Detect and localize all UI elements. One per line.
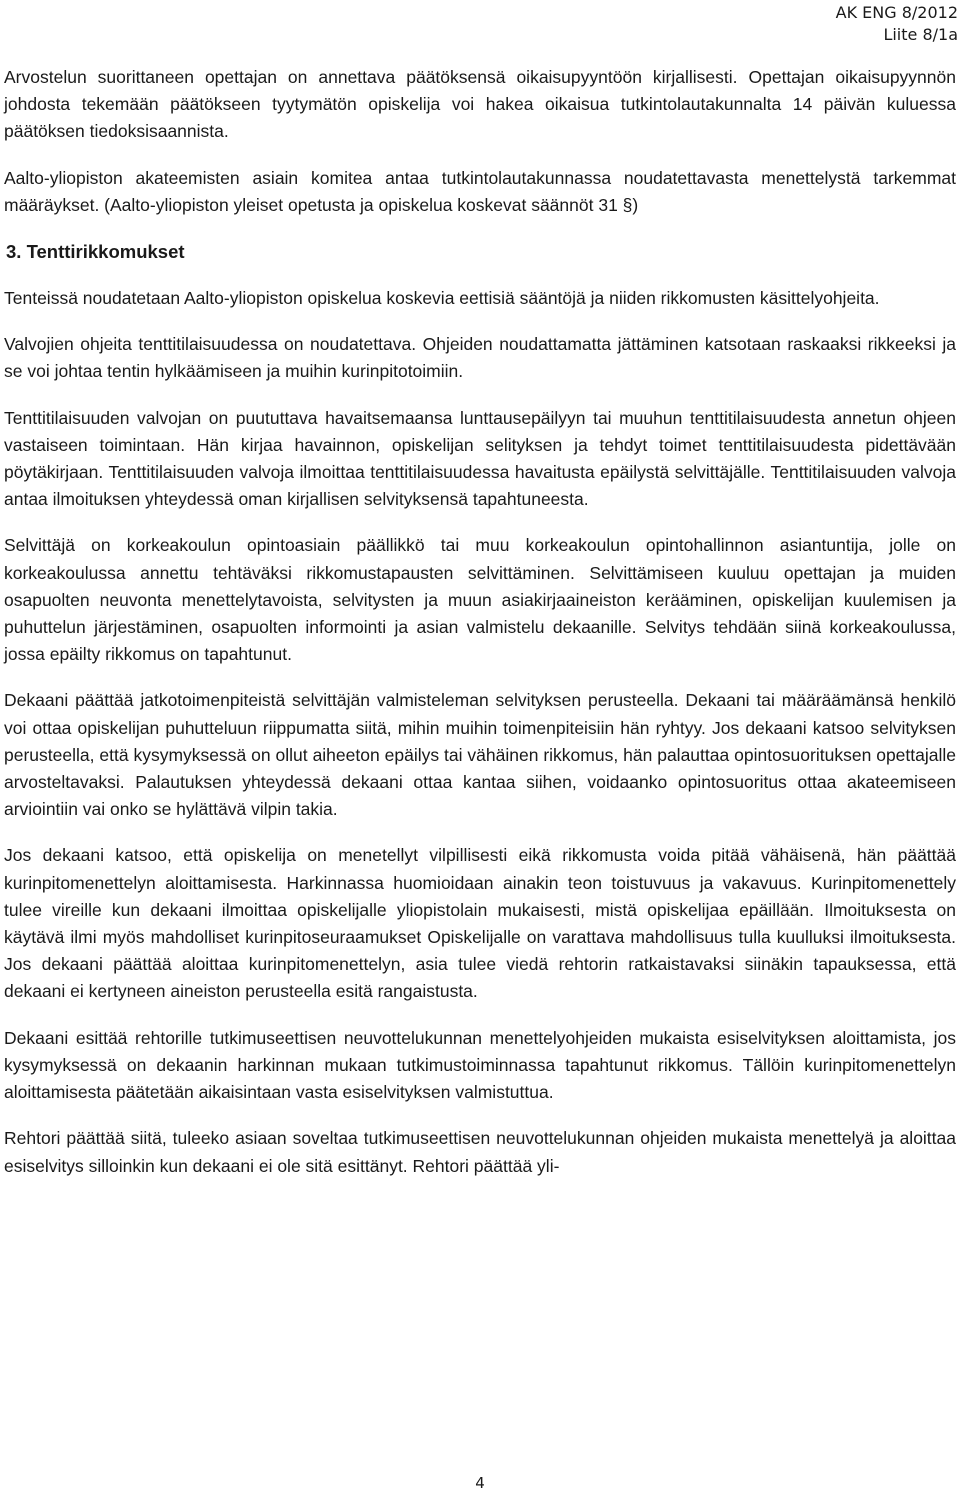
paragraph: Rehtori päättää siitä, tuleeko asiaan soveltaa tutkimuseettisen neuvottelukunnan ohjeiden mukaista menettelyä ja aloittaa esiselvitys silloinkin kun dekaani ei ole sitä esittänyt. Rehtori päättää yli- <box>4 1128 956 1176</box>
document-header <box>836 2 958 46</box>
paragraph: Dekaani esittää rehtorille tutkimuseettisen neuvottelukunnan menettelyohjeiden mukaista esiselvityksen aloittamista, jos kysymyksessä on dekaanin harkinnan mukaan tutkimustoiminnassa tapahtunut rikkomus. Tällöin kurinpitomenettelyn aloittamisesta päätetään aikaisintaan vasta esiselvityksen valmistuttua. <box>4 1027 956 1103</box>
paragraph: Selvittäjä on korkeakoulun opintoasiain päällikkö tai muu korkeakoulun opintohallinnon asiantuntija, jolle on korkeakoulussa annettu tehtäväksi rikkomustapausten selvittäminen. Selvittämiseen kuuluu opettajan ja muiden osapuolten neuvonta menettelytavoista, selvitysten ja muun asiakirjaaineiston kerääminen, opiskelijan kuulemisen ja puhuttelun järjestäminen, osapuolten informointi ja asian valmistelu dekaanille. Selvitys tehdään siinä korkeakoulussa, jossa epäilty rikkomus on tapahtunut. <box>4 535 956 665</box>
paragraph: Aalto-yliopiston akateemisten asiain komitea antaa tutkintolautakunnassa noudatettavasta menettelystä tarkemmat määräykset. (Aalto-yliopiston yleiset opetusta ja opiskelua koskevat säännöt 31 §) <box>4 167 956 215</box>
page-number: 4 <box>475 1474 485 1492</box>
document-body <box>4 64 956 1199</box>
attachment-label: Liite 8/1a <box>883 25 958 44</box>
paragraph: Valvojien ohjeita tenttitilaisuudessa on noudatettava. Ohjeiden noudattamatta jättäminen katsotaan raskaaksi rikkeeksi ja se voi johtaa tentin hylkäämiseen ja muihin kurinpitotoimiin. <box>4 334 956 382</box>
document-code: AK ENG 8/2012 <box>835 3 958 22</box>
paragraph: Tenttitilaisuuden valvojan on puututtava havaitsemaansa lunttausepäilyyn tai muuhun tenttitilaisuudesta annetun ohjeen vastaiseen toimintaan. Hän kirjaa havainnon, opiskelijan selityksen ja tehdyt toimet tenttitilaisuudesta pidettävään pöytäkirjaan. Tenttitilaisuuden valvoja ilmoittaa tenttitilaisuudessa havaitusta epäilystä selvittäjälle. Tenttitilaisuuden valvoja antaa ilmoituksen yhteydessä oman kirjallisen selvityksensä tapahtuneesta. <box>4 407 956 510</box>
paragraph: Jos dekaani katsoo, että opiskelija on menetellyt vilpillisesti eikä rikkomusta voida pitää vähäisenä, hän päättää kurinpitomenettelyn aloittamisesta. Harkinnassa huomioidaan ainakin teon toistuvuus ja vakavuus. Kurinpitomenettely tulee vireille kun dekaani ilmoittaa opiskelijalle yliopistolain mukaisesti, mistä opiskelijaa epäillään. Ilmoituksesta on käytävä ilmi myös mahdolliset kurinpitoseuraamukset Opiskelijalle on varattava mahdollisuus tulla kuulluksi ilmoituksesta. Jos dekaani päättää aloittaa kurinpitomenettelyn, asia tulee viedä rehtorin ratkaistavaksi siinäkin tapauksessa, että dekaani ei kertyneen aineiston perusteella esitä rangaistusta. <box>4 845 956 1002</box>
paragraph: Tenteissä noudatetaan Aalto-yliopiston opiskelua koskevia eettisiä sääntöjä ja niiden rikkomusten käsittelyohjeita. <box>4 288 880 309</box>
section-heading: 3. Tenttirikkomukset <box>6 241 185 263</box>
paragraph: Arvostelun suorittaneen opettajan on annettava päätöksensä oikaisupyyntöön kirjallisesti. Opettajan oikaisupyynnön johdosta tekemään päätökseen tyytymätön opiskelija voi hakea oikaisua tutkintolautakunnalta 14 päivän kuluessa päätöksen tiedoksisaannista. <box>4 67 956 142</box>
paragraph: Dekaani päättää jatkotoimenpiteistä selvittäjän valmisteleman selvityksen perusteella. Dekaani tai määräämänsä henkilö voi ottaa opiskelijan puhutteluun riippumatta siitä, mihin muihin toimenpiteisiin hän ryhtyy. Jos dekaani katsoo selvityksen perusteella, että kysymyksessä on ollut aiheeton epäilys tai vähäinen rikkomus, hän palauttaa opintosuorituksen opettajalle arvosteltavaksi. Palautuksen yhteydessä dekaani ottaa kantaa siihen, voidaanko opintosuoritus ottaa akateemiseen arviointiin vai onko se hylättävä vilpin takia. <box>4 690 956 820</box>
